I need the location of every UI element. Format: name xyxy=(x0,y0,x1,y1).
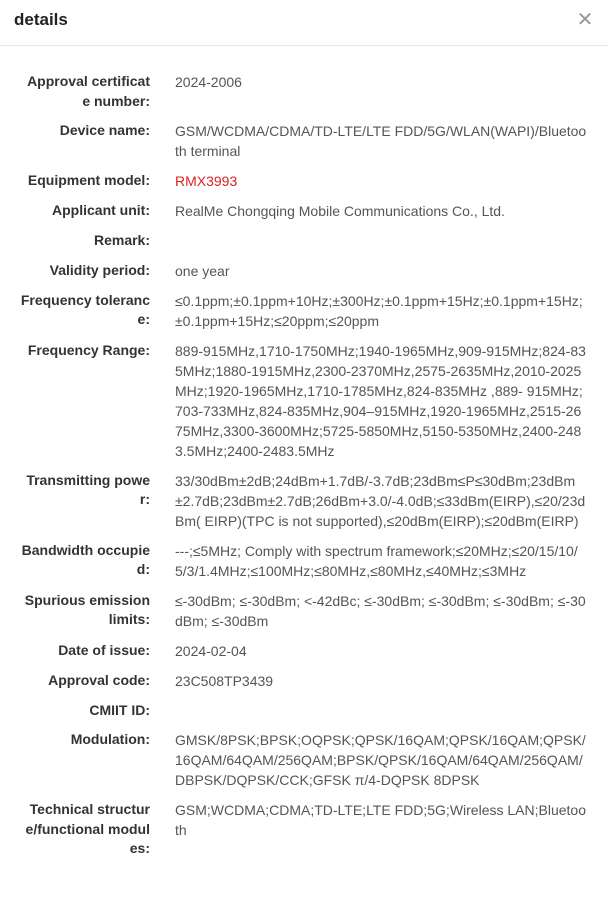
detail-row-modulation xyxy=(0,730,608,790)
field-value: 23C508TP3439 xyxy=(175,672,274,689)
detail-row-remark xyxy=(0,231,608,251)
dialog-title: details xyxy=(14,10,68,29)
field-value: 2024-02-04 xyxy=(175,642,247,659)
field-value: ---;≤5MHz; Comply with spectrum framework;≤20MHz;≤20/15/10/5/3/1.4MHz;≤100MHz;≤80MHz,≤80MHz,≤40MHz;≤3MHz xyxy=(175,542,578,579)
field-label: Spurious emission limits: xyxy=(24,591,150,627)
field-value: GSM/WCDMA/CDMA/TD-LTE/LTE FDD/5G/WLAN(WAPI)/Bluetooth terminal xyxy=(175,123,587,159)
detail-row-approval-code xyxy=(0,671,608,691)
field-value: ≤0.1ppm;±0.1ppm+10Hz;±300Hz;±0.1ppm+15Hz;±0.1ppm+15Hz;±0.1ppm+15Hz;≤20ppm;≤20ppm xyxy=(175,292,583,329)
field-value: GSM;WCDMA;CDMA;TD-LTE;LTE FDD;5G;Wireless LAN;Bluetooth xyxy=(175,802,586,838)
field-label: Bandwidth occupied: xyxy=(21,541,150,577)
field-label: Validity period: xyxy=(49,261,150,278)
field-label: Approval code: xyxy=(48,671,150,688)
field-label: CMIIT ID: xyxy=(89,701,150,718)
field-label: Remark: xyxy=(93,232,150,248)
field-label: Transmitting power: xyxy=(26,471,150,507)
field-label: Modulation: xyxy=(70,731,150,747)
detail-row-transmitting-power xyxy=(0,471,608,531)
field-label: Approval certificate number: xyxy=(27,73,150,109)
field-label: Equipment model: xyxy=(27,172,150,188)
field-value: RealMe Chongqing Mobile Communications Co., Ltd. xyxy=(175,203,505,219)
detail-row-applicant-unit xyxy=(0,201,608,221)
field-value: 889-915MHz,1710-1750MHz;1940-1965MHz,909-915MHz;824-835MHz;1880-1915MHz,2300-2370MHz,2575-2635MHz,2010-2025MHz;1920-1965MHz,1710-1785MHz,824-835MHz ,889- 915MHz;703-733MHz,824-835MHz,904–915MHz,1920-1965MHz,2515-2675MHz,3300-3600MHz;5725-5850MHz,5150-5350MHz,2400-2483.5MHz;2400-2483.5MHz xyxy=(175,342,586,459)
detail-row-cmiit-id xyxy=(0,701,608,721)
field-value: 33/30dBm±2dB;24dBm+1.7dB/-3.7dB;23dBm≤P≤30dBm;23dBm±2.7dB;23dBm±2.7dB;26dBm+3.0/-4.0dB;≤33dBm(EIRP),≤20/23dBm( EIRP)(TPC is not supported),≤20dBm(EIRP);≤20dBm(EIRP) xyxy=(175,472,586,529)
detail-row-frequency-range xyxy=(0,341,608,461)
field-value: one year xyxy=(175,262,230,279)
detail-row-approval-certificate-number xyxy=(0,72,608,111)
detail-row-date-of-issue xyxy=(0,641,608,661)
field-value-model: RMX3993 xyxy=(175,173,238,189)
detail-row-technical-structure xyxy=(0,800,608,859)
detail-row-frequency-tolerance xyxy=(0,291,608,331)
field-label: Date of issue: xyxy=(58,641,150,658)
field-label: Applicant unit: xyxy=(52,202,150,218)
field-label: Frequency Range: xyxy=(27,341,150,358)
detail-row-equipment-model xyxy=(0,171,608,191)
close-icon[interactable]: ✕ xyxy=(576,9,594,31)
detail-row-device-name xyxy=(0,121,608,161)
detail-row-spurious-emission-limits xyxy=(0,591,608,631)
field-label: Device name: xyxy=(59,122,150,138)
field-label: Frequency tolerance: xyxy=(20,291,150,327)
dialog-header xyxy=(0,0,608,46)
field-value: 2024-2006 xyxy=(175,74,242,90)
field-label: Technical structure/functional modules: xyxy=(25,801,150,856)
field-value: GMSK/8PSK;BPSK;OQPSK;QPSK/16QAM;QPSK/16QAM;QPSK/16QAM/64QAM/256QAM;BPSK/QPSK/16QAM/64QAM/256QAM/DBPSK/DQPSK/CCK;GFSK π/4-DQPSK 8DPSK xyxy=(175,732,586,788)
details-list xyxy=(0,46,608,859)
field-value: ≤-30dBm; ≤-30dBm; <-42dBc; ≤-30dBm; ≤-30dBm; ≤-30dBm; ≤-30dBm; ≤-30dBm xyxy=(175,592,586,629)
detail-row-bandwidth-occupied xyxy=(0,541,608,581)
detail-row-validity-period xyxy=(0,261,608,281)
